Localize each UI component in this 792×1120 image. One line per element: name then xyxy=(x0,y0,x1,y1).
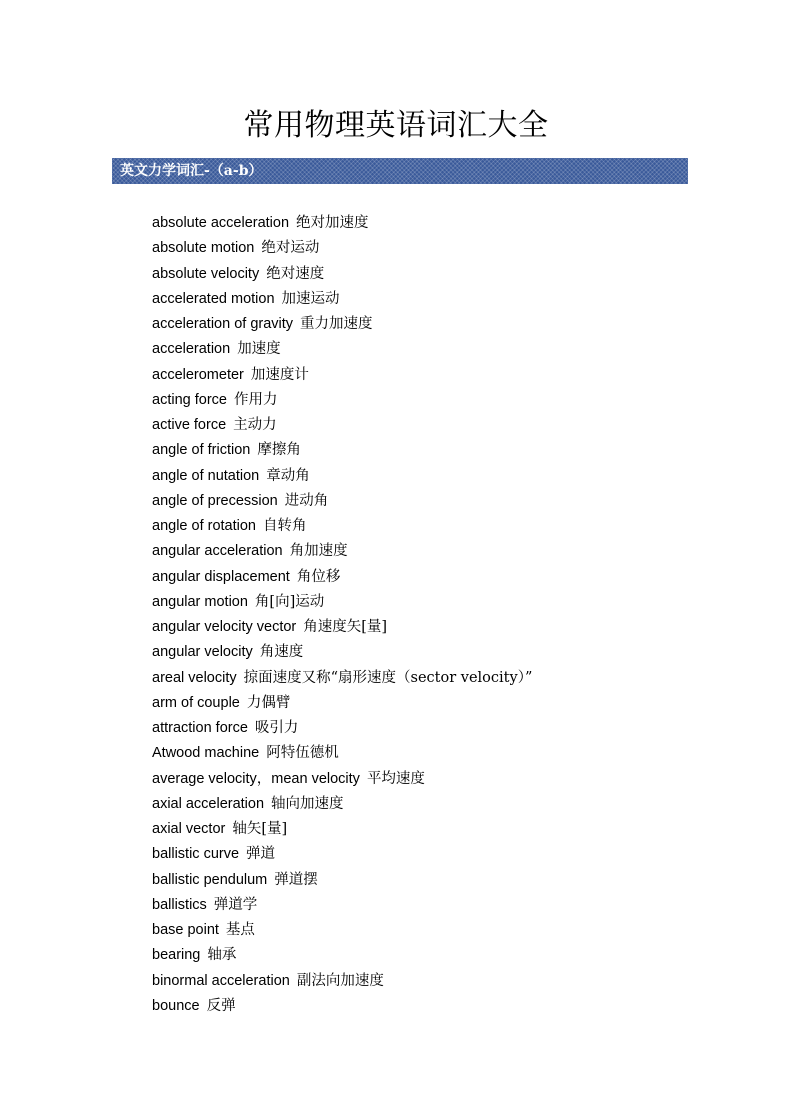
vocab-entry xyxy=(152,287,532,312)
section-label: 英文力学词汇-（a-b） xyxy=(120,163,263,179)
vocab-entry xyxy=(152,565,532,590)
english-term: active force xyxy=(152,417,227,433)
english-term: ballistic pendulum xyxy=(152,871,268,888)
english-term: acceleration xyxy=(152,341,231,358)
vocabulary-list xyxy=(152,211,532,1019)
vocab-entry xyxy=(152,691,532,716)
chinese-term: 角速度 xyxy=(259,644,304,661)
vocab-entry xyxy=(152,539,532,564)
english-term: angle of rotation xyxy=(152,518,256,534)
english-term: angular motion xyxy=(152,593,248,610)
english-term: binormal acceleration xyxy=(152,972,290,989)
chinese-term: 角速度矢[量] xyxy=(303,619,388,635)
english-term: arm of couple xyxy=(152,694,240,711)
vocab-entry xyxy=(152,741,532,766)
chinese-term: 阿特伍德机 xyxy=(266,745,339,762)
chinese-term: 副法向加速度 xyxy=(296,972,384,989)
chinese-term: 绝对运动 xyxy=(261,240,320,257)
vocab-entry xyxy=(152,640,532,665)
english-term: bounce xyxy=(152,997,200,1014)
chinese-term: 弹道 xyxy=(246,846,276,863)
chinese-term: 主动力 xyxy=(233,417,277,433)
english-term: angle of friction xyxy=(152,442,251,459)
english-term: base point xyxy=(152,922,219,938)
vocab-entry xyxy=(152,817,532,842)
chinese-term: 自转角 xyxy=(263,518,307,534)
english-term: angle of nutation xyxy=(152,467,260,484)
chinese-term: 弹道学 xyxy=(213,896,258,913)
chinese-term: 加速度 xyxy=(237,341,281,358)
vocab-entry xyxy=(152,514,532,539)
vocab-entry xyxy=(152,413,532,438)
vocab-entry xyxy=(152,615,532,640)
chinese-term: 章动角 xyxy=(266,467,310,484)
chinese-term: 轴矢[量] xyxy=(232,821,288,837)
chinese-term: 摩擦角 xyxy=(257,442,301,459)
english-term: Atwood machine xyxy=(152,745,260,762)
vocab-entry xyxy=(152,236,532,261)
chinese-term: 角[向]运动 xyxy=(254,593,325,610)
chinese-term: 加速运动 xyxy=(281,290,340,307)
chinese-term: 弹道摆 xyxy=(274,871,318,888)
vocab-entry xyxy=(152,767,532,792)
english-term: acceleration of gravity xyxy=(152,316,294,332)
vocab-entry xyxy=(152,262,532,287)
section-header-bar xyxy=(112,158,688,184)
english-term: attraction force xyxy=(152,720,248,736)
chinese-term: 轴承 xyxy=(207,947,237,964)
english-term: accelerometer xyxy=(152,366,244,383)
english-term: accelerated motion xyxy=(152,290,275,307)
english-term: axial vector xyxy=(152,821,226,837)
vocab-entry xyxy=(152,792,532,817)
vocab-entry xyxy=(152,716,532,741)
chinese-term: 反弹 xyxy=(206,997,236,1014)
vocab-entry xyxy=(152,312,532,337)
chinese-term: 绝对速度 xyxy=(266,265,325,282)
vocab-entry xyxy=(152,893,532,918)
english-term: acting force xyxy=(152,391,227,408)
chinese-term: 加速度计 xyxy=(250,366,309,383)
vocab-entry xyxy=(152,868,532,893)
vocab-entry xyxy=(152,363,532,388)
english-term: angular velocity xyxy=(152,644,253,661)
english-term: bearing xyxy=(152,947,201,964)
english-term: average velocity，mean velocity xyxy=(152,770,360,787)
chinese-term: 重力加速度 xyxy=(300,316,373,332)
vocab-entry xyxy=(152,918,532,943)
vocab-entry xyxy=(152,211,532,236)
chinese-term: 轴向加速度 xyxy=(271,795,344,812)
chinese-term: 基点 xyxy=(225,922,255,938)
chinese-term: 进动角 xyxy=(284,492,329,509)
vocab-entry xyxy=(152,994,532,1019)
vocab-entry xyxy=(152,438,532,463)
english-term: angle of precession xyxy=(152,492,278,509)
english-term: absolute velocity xyxy=(152,265,260,282)
chinese-term: 角加速度 xyxy=(289,543,348,560)
chinese-term: 作用力 xyxy=(233,391,278,408)
english-term: absolute acceleration xyxy=(152,215,290,231)
chinese-term: 力偶臂 xyxy=(246,694,291,711)
english-term: angular velocity vector xyxy=(152,619,297,635)
english-term: ballistic curve xyxy=(152,846,240,863)
english-term: ballistics xyxy=(152,896,207,913)
vocab-entry xyxy=(152,337,532,362)
vocab-entry xyxy=(152,666,532,691)
english-term: axial acceleration xyxy=(152,795,265,812)
chinese-term: 掠面速度又称“扇形速度（sector velocity）” xyxy=(243,669,533,686)
vocab-entry xyxy=(152,969,532,994)
vocab-entry xyxy=(152,590,532,615)
english-term: absolute motion xyxy=(152,240,255,257)
english-term: angular displacement xyxy=(152,568,290,585)
chinese-term: 吸引力 xyxy=(254,720,299,736)
english-term: areal velocity xyxy=(152,669,237,686)
vocab-entry xyxy=(152,842,532,867)
vocab-entry xyxy=(152,943,532,968)
vocab-entry xyxy=(152,489,532,514)
vocab-entry xyxy=(152,464,532,489)
english-term: angular acceleration xyxy=(152,543,283,560)
chinese-term: 角位移 xyxy=(296,568,341,585)
page-title: 常用物理英语词汇大全 xyxy=(243,108,549,143)
chinese-term: 平均速度 xyxy=(366,770,425,787)
chinese-term: 绝对加速度 xyxy=(296,215,369,231)
vocab-entry xyxy=(152,388,532,413)
